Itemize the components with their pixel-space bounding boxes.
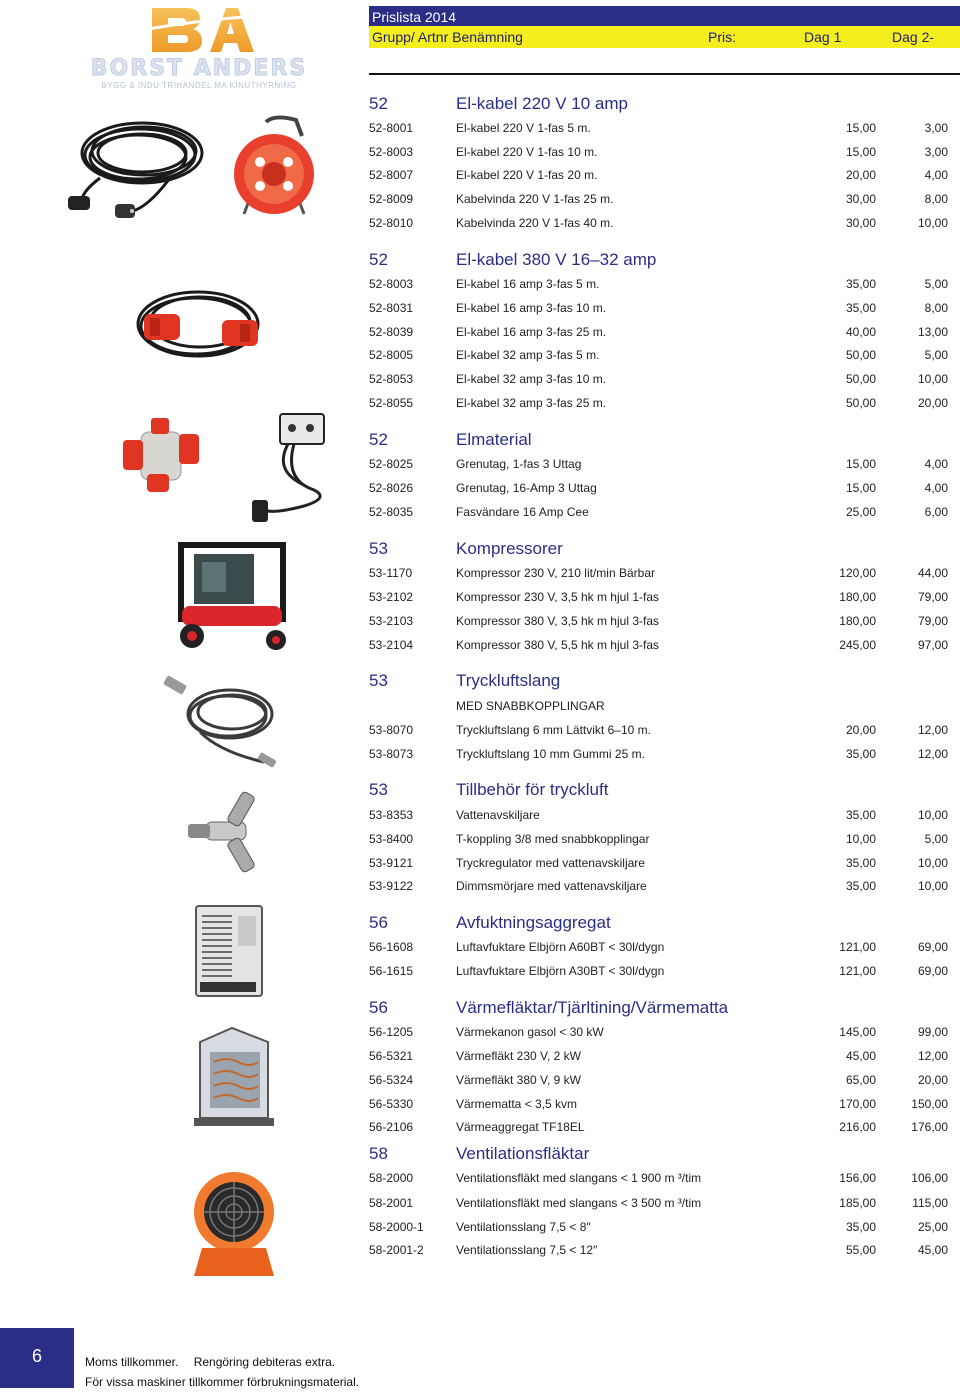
price-day2: 5,00: [924, 277, 948, 291]
article-number: 53-9122: [369, 879, 414, 893]
product-name: El-kabel 32 amp 3-fas 5 m.: [456, 348, 600, 362]
price-day1: 50,00: [845, 348, 876, 362]
article-number: 52-8026: [369, 481, 414, 495]
price-day2: 79,00: [917, 614, 948, 628]
price-day1: 25,00: [845, 505, 876, 519]
price-day2: 3,00: [924, 145, 948, 159]
section-group: 58: [369, 1144, 388, 1163]
footer-consumables-note: För vissa maskiner tillkommer förbrukningsmaterial.: [85, 1375, 360, 1389]
section-title: Ventilationsfläktar: [456, 1144, 590, 1163]
section-subtitle: MED SNABBKOPPLINGAR: [456, 699, 605, 713]
section-title: Avfuktningsaggregat: [456, 913, 611, 932]
article-number: 52-8007: [369, 168, 414, 182]
price-day2: 6,00: [924, 505, 948, 519]
section-group: 53: [369, 539, 388, 558]
section-group: 52: [369, 430, 388, 449]
price-day1: 15,00: [845, 457, 876, 471]
product-name: Kabelvinda 220 V 1-fas 40 m.: [456, 216, 614, 230]
price-day2: 45,00: [917, 1243, 948, 1257]
price-day1: 35,00: [845, 1220, 876, 1234]
price-day2: 10,00: [917, 856, 948, 870]
article-number: 56-5324: [369, 1073, 414, 1087]
product-name: El-kabel 16 amp 3-fas 25 m.: [456, 325, 607, 339]
t-coupling-icon: [186, 786, 270, 876]
product-name: Kompressor 380 V, 3,5 hk m hjul 3-fas: [456, 614, 659, 628]
price-day2: 44,00: [917, 566, 948, 580]
article-number: 56-5330: [369, 1097, 414, 1111]
price-day2: 12,00: [917, 747, 948, 761]
column-header-day1: Dag 1: [804, 29, 842, 45]
product-name: Ventilationsfläkt med slangans < 1 900 m ³/tim: [456, 1171, 702, 1185]
product-name: Luftavfuktare Elbjörn A30BT < 30l/dygn: [456, 964, 665, 978]
price-day2: 10,00: [917, 216, 948, 230]
price-day1: 121,00: [839, 940, 876, 954]
section-group: 52: [369, 250, 388, 269]
price-day2: 79,00: [917, 590, 948, 604]
price-day2: 150,00: [911, 1097, 948, 1111]
product-name: Ventilationsslang 7,5 < 8″: [456, 1220, 591, 1234]
article-number: 56-1608: [369, 940, 414, 954]
product-name: Grenutag, 1-fas 3 Uttag: [456, 457, 582, 471]
column-header-bar: [369, 26, 960, 48]
price-day1: 216,00: [839, 1120, 876, 1134]
price-day1: 40,00: [845, 325, 876, 339]
section-group: 56: [369, 913, 388, 932]
product-name: Dimmsmörjare med vattenavskiljare: [456, 879, 647, 893]
product-name: Värmefläkt 230 V, 2 kW: [456, 1049, 581, 1063]
price-day2: 4,00: [924, 481, 948, 495]
product-name: Grenutag, 16-Amp 3 Uttag: [456, 481, 597, 495]
price-day1: 15,00: [845, 145, 876, 159]
price-day1: 30,00: [845, 216, 876, 230]
price-day2: 20,00: [917, 1073, 948, 1087]
price-day2: 8,00: [924, 192, 948, 206]
product-name: Luftavfuktare Elbjörn A60BT < 30l/dygn: [456, 940, 665, 954]
price-day1: 180,00: [839, 614, 876, 628]
product-name: Kompressor 230 V, 3,5 hk m hjul 1-fas: [456, 590, 659, 604]
price-day1: 10,00: [845, 832, 876, 846]
article-number: 53-8073: [369, 747, 414, 761]
price-day2: 69,00: [917, 940, 948, 954]
column-header-price: Pris:: [708, 29, 736, 45]
article-number: 56-2106: [369, 1120, 414, 1134]
three-phase-cable-icon: [130, 280, 265, 375]
section-group: 56: [369, 998, 388, 1017]
article-number: 52-8003: [369, 145, 414, 159]
price-day2: 8,00: [924, 301, 948, 315]
article-number: 52-8031: [369, 301, 414, 315]
article-number: 53-2102: [369, 590, 414, 604]
section-title: Tillbehör för tryckluft: [456, 780, 609, 799]
price-day1: 50,00: [845, 396, 876, 410]
article-number: 53-1170: [369, 566, 413, 580]
section-group: 52: [369, 94, 388, 113]
price-day2: 4,00: [924, 457, 948, 471]
price-list-title: Prislista 2014: [369, 6, 960, 28]
price-day2: 10,00: [917, 372, 948, 386]
price-day2: 13,00: [917, 325, 948, 339]
footer-vat-text: Moms tillkommer.: [85, 1355, 179, 1369]
product-name: Ventilationsfläkt med slangans < 3 500 m ³/tim: [456, 1196, 702, 1210]
product-name: T-koppling 3/8 med snabbkopplingar: [456, 832, 650, 846]
article-number: 52-8010: [369, 216, 414, 230]
product-name: El-kabel 220 V 1-fas 5 m.: [456, 121, 591, 135]
price-day1: 15,00: [845, 481, 876, 495]
price-day2: 99,00: [917, 1025, 948, 1039]
article-number: 52-8005: [369, 348, 414, 362]
article-number: 52-8053: [369, 372, 414, 386]
article-number: 58-2000-1: [369, 1220, 424, 1234]
price-day1: 35,00: [845, 301, 876, 315]
footer-vat-note: [85, 1355, 335, 1369]
article-number: 53-2103: [369, 614, 414, 628]
price-day2: 10,00: [917, 879, 948, 893]
article-number: 52-8001: [369, 121, 414, 135]
section-title: Värmefläktar/Tjärltining/Värmematta: [456, 998, 729, 1017]
price-day1: 20,00: [845, 723, 876, 737]
price-day2: 106,00: [911, 1171, 948, 1185]
footer-cleaning-text: Rengöring debiteras extra.: [193, 1355, 336, 1369]
product-name: Värmematta < 3,5 kvm: [456, 1097, 578, 1111]
price-day1: 121,00: [839, 964, 876, 978]
power-splitter-icon: [115, 412, 205, 498]
price-day1: 50,00: [845, 372, 876, 386]
article-number: 53-8353: [369, 808, 414, 822]
product-name: El-kabel 16 amp 3-fas 5 m.: [456, 277, 600, 291]
price-day1: 45,00: [845, 1049, 876, 1063]
article-number: 53-8070: [369, 723, 414, 737]
compressor-icon: [172, 536, 292, 654]
article-number: 52-8039: [369, 325, 414, 339]
price-day2: 5,00: [924, 832, 948, 846]
company-name: BORST ANDERS: [90, 56, 308, 81]
price-day1: 180,00: [839, 590, 876, 604]
product-name: Värmekanon gasol < 30 kW: [456, 1025, 604, 1039]
price-day1: 15,00: [845, 121, 876, 135]
product-name: Ventilationsslang 7,5 < 12″: [456, 1243, 598, 1257]
article-number: 52-8035: [369, 505, 414, 519]
article-number: 58-2001-2: [369, 1243, 424, 1257]
product-name: Kompressor 380 V, 5,5 hk m hjul 3-fas: [456, 638, 659, 652]
price-day1: 35,00: [845, 277, 876, 291]
dehumidifier-icon: [188, 900, 270, 1000]
price-day1: 120,00: [839, 566, 876, 580]
price-day1: 20,00: [845, 168, 876, 182]
product-name: Kabelvinda 220 V 1-fas 25 m.: [456, 192, 614, 206]
price-day1: 55,00: [845, 1243, 876, 1257]
section-title: Tryckluftslang: [456, 671, 561, 690]
page-number: 6: [0, 1328, 74, 1388]
article-number: 53-8400: [369, 832, 414, 846]
product-name: Tryckluftslang 6 mm Lättvikt 6–10 m.: [456, 723, 651, 737]
product-name: El-kabel 220 V 1-fas 10 m.: [456, 145, 598, 159]
price-day1: 65,00: [845, 1073, 876, 1087]
article-number: 56-1205: [369, 1025, 414, 1039]
product-name: El-kabel 16 amp 3-fas 10 m.: [456, 301, 607, 315]
extension-cable-icon: [60, 108, 210, 226]
price-day1: 30,00: [845, 192, 876, 206]
price-day1: 35,00: [845, 856, 876, 870]
article-number: 53-9121: [369, 856, 414, 870]
product-name: El-kabel 32 amp 3-fas 10 m.: [456, 372, 607, 386]
price-day2: 12,00: [917, 723, 948, 737]
price-day1: 245,00: [839, 638, 876, 652]
section-title: Kompressorer: [456, 539, 563, 558]
price-day1: 35,00: [845, 879, 876, 893]
article-number: 52-8009: [369, 192, 414, 206]
article-number: 56-1615: [369, 964, 414, 978]
article-number: 52-8025: [369, 457, 414, 471]
article-number: 52-8003: [369, 277, 414, 291]
price-day2: 5,00: [924, 348, 948, 362]
article-number: 52-8055: [369, 396, 414, 410]
section-title: Elmaterial: [456, 430, 532, 449]
price-day2: 69,00: [917, 964, 948, 978]
company-tagline: BYGG & INDU TRIHANDEL MA KINUTHYRNING: [101, 81, 297, 90]
product-name: Kompressor 230 V, 210 lit/min Bärbar: [456, 566, 655, 580]
price-day2: 12,00: [917, 1049, 948, 1063]
price-day1: 156,00: [839, 1171, 876, 1185]
product-name: Tryckluftslang 10 mm Gummi 25 m.: [456, 747, 645, 761]
price-day1: 35,00: [845, 747, 876, 761]
header-divider: [369, 73, 960, 75]
article-number: 53-2104: [369, 638, 414, 652]
ventilation-fan-icon: [184, 1160, 284, 1280]
cable-reel-icon: [224, 114, 324, 222]
product-name: Fasvändare 16 Amp Cee: [456, 505, 589, 519]
price-day2: 4,00: [924, 168, 948, 182]
price-day1: 35,00: [845, 808, 876, 822]
column-header-day2: Dag 2-: [892, 29, 935, 45]
price-day1: 185,00: [839, 1196, 876, 1210]
article-number: 56-5321: [369, 1049, 414, 1063]
price-day2: 97,00: [917, 638, 948, 652]
price-day2: 10,00: [917, 808, 948, 822]
product-name: Värmeaggregat TF18EL: [456, 1120, 585, 1134]
product-name: Tryckregulator med vattenavskiljare: [456, 856, 645, 870]
price-day2: 176,00: [911, 1120, 948, 1134]
product-name: El-kabel 220 V 1-fas 20 m.: [456, 168, 598, 182]
price-day2: 115,00: [912, 1196, 948, 1210]
price-day2: 20,00: [917, 396, 948, 410]
price-day1: 145,00: [839, 1025, 876, 1039]
section-title: El-kabel 220 V 10 amp: [456, 94, 628, 113]
ba-logo-icon: [138, 2, 258, 56]
article-number: 58-2000: [369, 1171, 414, 1185]
product-name: Värmefläkt 380 V, 9 kW: [456, 1073, 581, 1087]
article-number: 58-2001: [369, 1196, 414, 1210]
product-name: El-kabel 32 amp 3-fas 25 m.: [456, 396, 607, 410]
phase-inverter-icon: [244, 410, 330, 526]
company-logo: [74, 2, 324, 92]
product-name: Vattenavskiljare: [456, 808, 540, 822]
price-day2: 3,00: [924, 121, 948, 135]
price-day1: 170,00: [839, 1097, 876, 1111]
section-title: El-kabel 380 V 16–32 amp: [456, 250, 657, 269]
section-group: 53: [369, 780, 388, 799]
heater-fan-icon: [186, 1022, 276, 1132]
air-hose-icon: [160, 672, 280, 772]
section-group: 53: [369, 671, 388, 690]
column-header-group: Grupp/ Artnr Benämning: [372, 29, 523, 45]
price-day2: 25,00: [917, 1220, 948, 1234]
